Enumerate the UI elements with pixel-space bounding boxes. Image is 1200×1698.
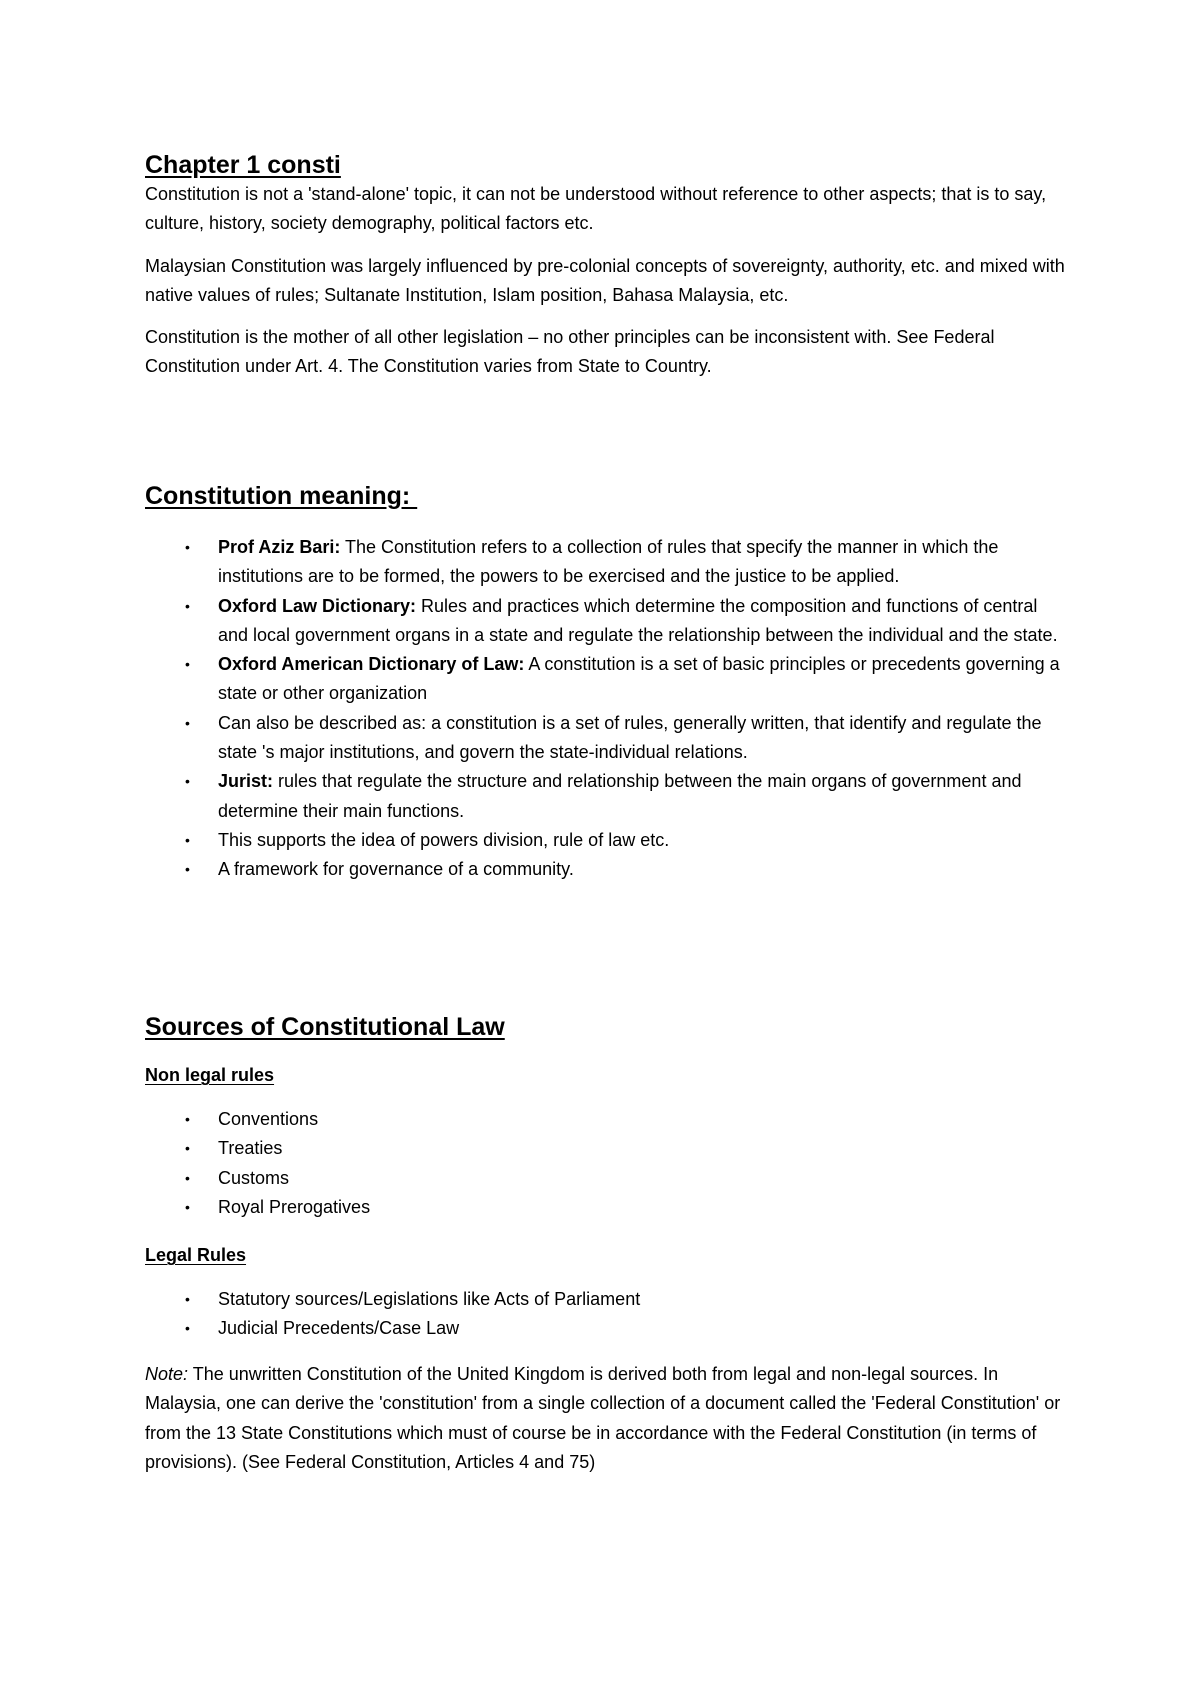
intro-section xyxy=(145,180,1070,382)
bullet-icon: • xyxy=(185,597,190,614)
list-item xyxy=(145,1193,1070,1222)
list-item-text: Judicial Precedents/Case Law xyxy=(218,1318,460,1339)
note-paragraph xyxy=(145,1360,1070,1477)
definition-term: Oxford Law Dictionary: xyxy=(218,595,417,616)
list-item xyxy=(145,855,1070,884)
chapter-title: Chapter 1 consti xyxy=(145,151,341,179)
list-item xyxy=(145,1134,1070,1163)
definition-term: Prof Aziz Bari: xyxy=(218,537,341,557)
list-item xyxy=(145,533,1070,592)
definition-text: Can also be described as: a constitution is a set of rules, generally written, that identify and regulate the state 's major institutions, and govern the state-individual relations. xyxy=(218,712,1042,763)
list-item-text: Customs xyxy=(218,1167,290,1188)
definition-text: A constitution is a set of basic principles or precedents governing a state or other organization xyxy=(218,654,1060,704)
definition-text: This supports the idea of powers division, rule of law etc. xyxy=(218,829,670,850)
list-item-text: Royal Prerogatives xyxy=(218,1196,371,1217)
legal-list xyxy=(145,1285,1070,1344)
intro-paragraph-3: Constitution is the mother of all other legislation – no other principles can be inconsistent with. See Federal Constitution under Art. 4. The Constitution varies from State to Country. xyxy=(145,327,995,377)
meaning-title: Constitution meaning: xyxy=(145,482,418,510)
list-item xyxy=(145,650,1070,709)
list-item xyxy=(145,767,1070,826)
intro-paragraph-1: Constitution is not a 'stand-alone' topic, it can not be understood without reference to other aspects; that is to say, culture, history, society demography, political factors etc. xyxy=(145,184,1047,234)
bullet-icon: • xyxy=(185,1291,190,1307)
intro-paragraph-2: Malaysian Constitution was largely influenced by pre-colonial concepts of sovereignty, authority, etc. and mixed with native values of rules; Sultanate Institution, Islam position, Bahasa Malaysia, etc. xyxy=(145,255,1065,305)
bullet-icon: • xyxy=(185,1320,190,1337)
note-text: The unwritten Constitution of the United Kingdom is derived both from legal and non-legal sources. In Malaysia, one can derive the 'constitution' from a single collection of a document called the 'Federal Constitution' or from the 13 State Constitutions which must of course be in accordance with the Federal Constitution (in terms of provisions). (See Federal Constitution, Articles 4 and 75) xyxy=(145,1364,1061,1472)
legal-title: Legal Rules xyxy=(145,1245,247,1265)
definition-term: Jurist: xyxy=(218,771,274,792)
bullet-icon: • xyxy=(185,1198,190,1215)
list-item xyxy=(145,1164,1070,1193)
bullet-icon: • xyxy=(185,539,190,555)
list-item xyxy=(145,1105,1070,1134)
list-item xyxy=(145,709,1070,768)
bullet-icon: • xyxy=(185,773,190,790)
bullet-icon: • xyxy=(185,714,190,731)
definition-term: Oxford American Dictionary of Law: xyxy=(218,654,525,675)
list-item xyxy=(145,1314,1070,1343)
list-item xyxy=(145,592,1070,651)
definition-text: The Constitution refers to a collection of rules that specify the manner in which the institutions are to be formed, the powers to be exercised and the justice to be applied. xyxy=(218,537,999,587)
list-item-text: Conventions xyxy=(218,1109,319,1129)
list-item-text: Treaties xyxy=(218,1138,283,1159)
list-item-text: Statutory sources/Legislations like Acts of Parliament xyxy=(218,1289,641,1309)
non-legal-list xyxy=(145,1105,1070,1222)
note-label: Note: xyxy=(145,1364,189,1384)
definition-text: A framework for governance of a community. xyxy=(218,859,574,880)
bullet-icon: • xyxy=(185,861,190,878)
bullet-icon: • xyxy=(185,1140,190,1157)
bullet-icon: • xyxy=(185,831,190,848)
definition-text: rules that regulate the structure and relationship between the main organs of government and determine their main functions. xyxy=(218,771,1022,821)
list-item xyxy=(145,1285,1070,1314)
definition-text: Rules and practices which determine the composition and functions of central and local government organs in a state and regulate the relationship between the individual and the state. xyxy=(218,595,1058,645)
meaning-list xyxy=(145,533,1070,885)
non-legal-title: Non legal rules xyxy=(145,1065,275,1085)
list-item xyxy=(145,826,1070,855)
sources-title: Sources of Constitutional Law xyxy=(145,1013,505,1041)
bullet-icon: • xyxy=(185,1111,190,1127)
bullet-icon: • xyxy=(185,656,190,673)
bullet-icon: • xyxy=(185,1169,190,1186)
